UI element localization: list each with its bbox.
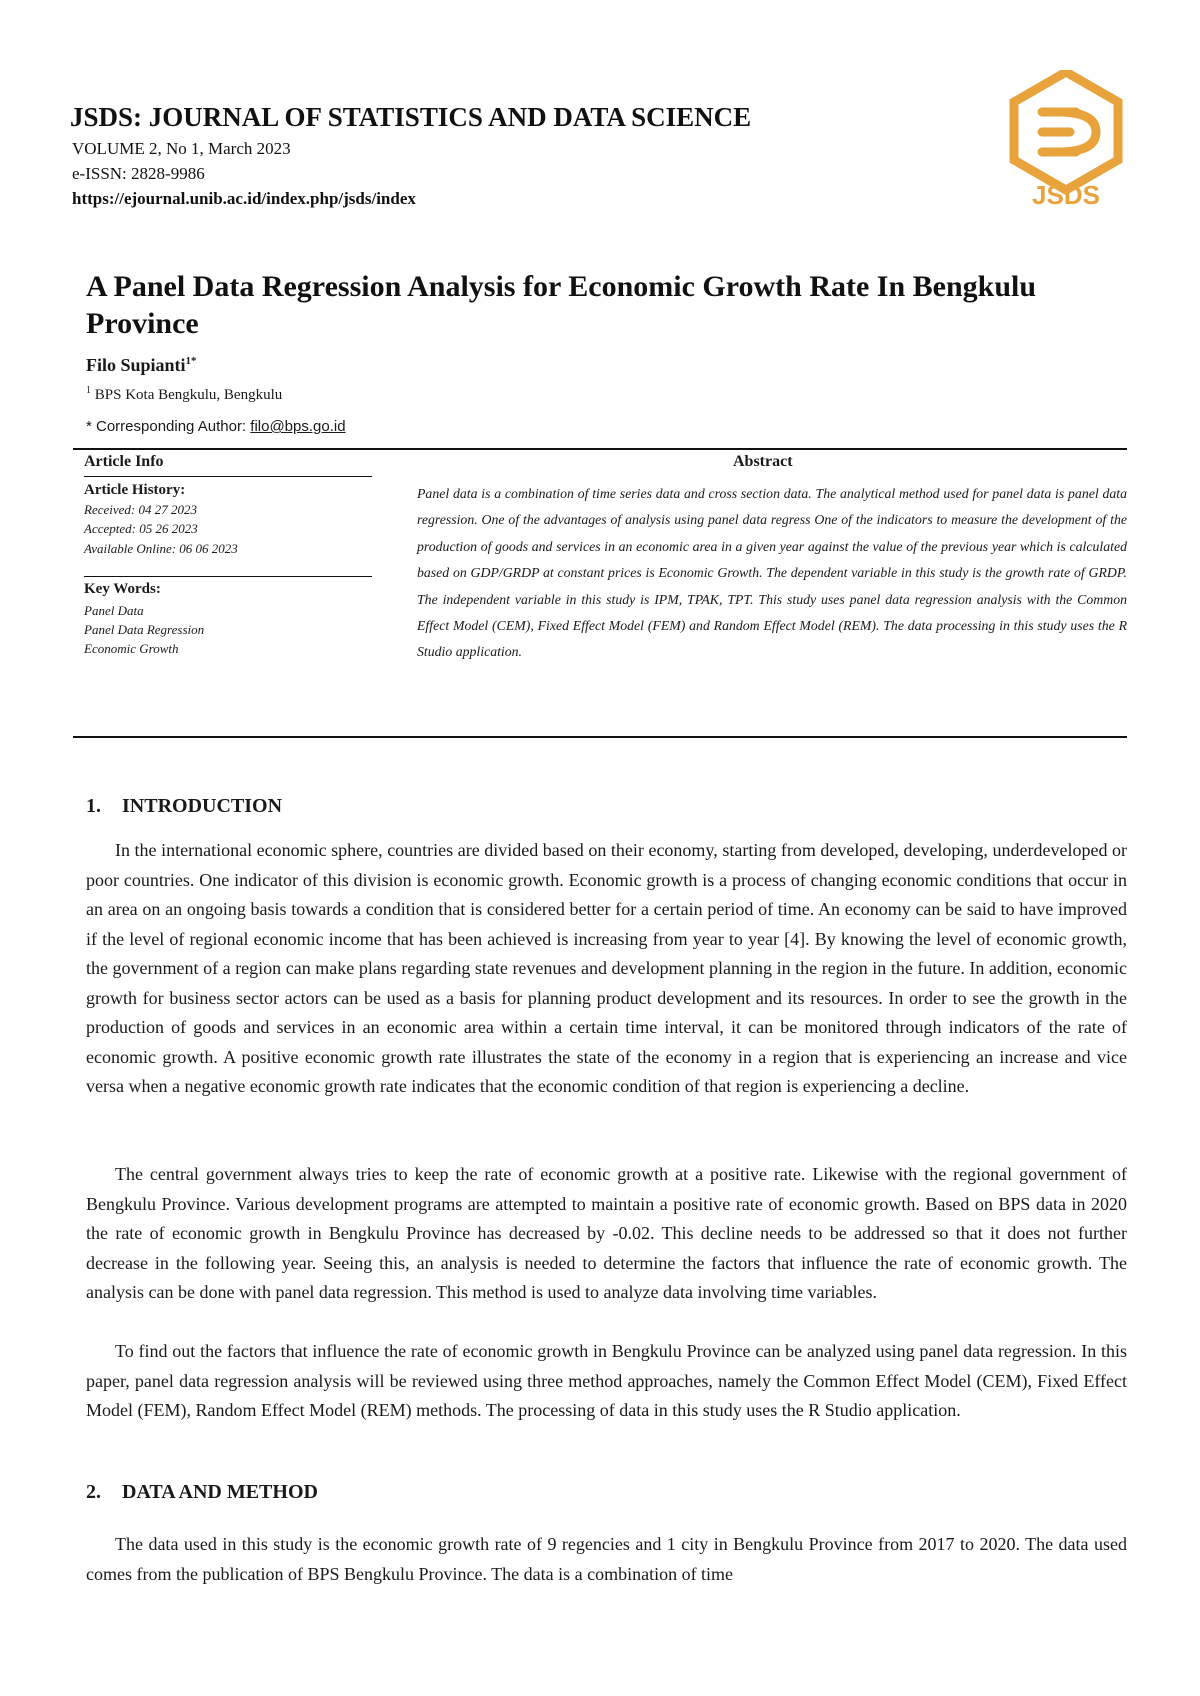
accepted-date: Accepted: 05 26 2023 bbox=[84, 521, 198, 536]
section-heading-intro bbox=[86, 795, 282, 818]
author-text: Filo Supianti bbox=[86, 355, 186, 375]
info-head-rule bbox=[84, 476, 372, 477]
paper-title: A Panel Data Regression Analysis for Economic Growth Rate In Bengkulu Province bbox=[86, 270, 1037, 340]
corresponding-author bbox=[86, 418, 346, 435]
intro-paragraph-1: In the international economic sphere, countries are divided based on their economy, starting from developed, developing, underdeveloped or poor countries. One indicator of this division is economic growth. Economic growth is a process of changing economic conditions that occur in an area on an ongoing basis towards a condition that is considered better for a certain period of time. An economy can be said to have improved if the level of regional economic income that has been achieved is increasing from year to year [4]. By knowing the level of economic growth, the government of a region can make plans regarding state revenues and development planning in the region in the future. In addition, economic growth for business sector actors can be used as a basis for planning product development and its resources. In order to see the growth in the production of goods and services in an economic area within a certain time interval, it can be monitored through indicators of the rate of economic growth. A positive economic growth rate illustrates the state of the economy in a region that is experiencing an increase and vice versa when a negative economic growth rate indicates that the economic condition of that region is experiencing a decline. bbox=[86, 840, 1127, 1096]
history-heading: Article History: bbox=[84, 482, 186, 498]
corresponding-email-link[interactable]: filo@bps.go.id bbox=[250, 418, 346, 435]
section-heading-method bbox=[86, 1481, 318, 1504]
info-top-rule bbox=[73, 448, 1127, 450]
journal-issn: e-ISSN: 2828-9986 bbox=[72, 164, 205, 183]
intro-paragraph-2: The central government always tries to keep the rate of economic growth at a positive rate. Likewise with the regional government of Bengkulu Province. Various development programs are attempted to maintain a positive rate of economic growth. Based on BPS data in 2020 the rate of economic growth in Bengkulu Province has decreased by -0.02. This decline needs to be addressed so that it does not further decrease in the following year. Seeing this, an analysis is needed to determine the factors that influence the rate of economic growth. The analysis can be done with panel data regression. This method is used to analyze data involving time variables. bbox=[86, 1164, 1127, 1302]
keywords-heading: Key Words: bbox=[84, 581, 161, 597]
article-info-heading: Article Info bbox=[84, 453, 164, 470]
section-title: DATA AND METHOD bbox=[122, 1481, 318, 1503]
keyword-item: Panel Data Regression bbox=[84, 622, 205, 637]
available-date: Available Online: 06 06 2023 bbox=[84, 541, 238, 556]
section-title: INTRODUCTION bbox=[122, 795, 283, 817]
history-rule bbox=[84, 576, 372, 577]
received-date: Received: 04 27 2023 bbox=[84, 502, 197, 517]
affiliation-sup: 1 bbox=[86, 385, 91, 396]
journal-url[interactable]: https://ejournal.unib.ac.id/index.php/jsds/index bbox=[72, 189, 416, 208]
corresponding-prefix: * Corresponding Author: bbox=[86, 418, 247, 435]
journal-title: JSDS: JOURNAL OF STATISTICS AND DATA SCIENCE bbox=[70, 102, 752, 132]
author-name bbox=[86, 355, 197, 376]
section-number: 1. bbox=[86, 795, 101, 817]
abstract-text: Panel data is a combination of time series data and cross section data. The analytical method used for panel data is panel data regression. One of the advantages of analysis using panel data regress One of the indicators to measure the development of the production of goods and services in an economic area in a given year against the value of the previous year which is calculated based on GDP/GRDP at constant prices is Economic Growth. The dependent variable in this study is the growth rate of GRDP. The independent variable in this study is IPM, TPAK, TPT. This study uses panel data regression analysis with the Common Effect Model (CEM), Fixed Effect Model (FEM) and Random Effect Model (REM). The data processing in this study uses the R Studio application. bbox=[417, 486, 1127, 660]
intro-paragraph-3: To find out the factors that influence the rate of economic growth in Bengkulu Province can be analyzed using panel data regression. In this paper, panel data regression analysis will be reviewed using three method approaches, namely the Common Effect Model (CEM), Fixed Effect Model (FEM), Random Effect Model (REM) methods. The processing of data in this study uses the R Studio application. bbox=[86, 1341, 1127, 1420]
affiliation-text: BPS Kota Bengkulu, Bengkulu bbox=[94, 387, 283, 403]
jsds-logo bbox=[1004, 70, 1128, 206]
abstract-heading: Abstract bbox=[733, 453, 793, 470]
abstract-bottom-rule bbox=[73, 736, 1127, 738]
journal-volume: VOLUME 2, No 1, March 2023 bbox=[72, 139, 291, 158]
author-sup: 1* bbox=[185, 355, 197, 367]
section-number: 2. bbox=[86, 1481, 101, 1503]
keyword-item: Economic Growth bbox=[84, 641, 179, 656]
method-paragraph-1: The data used in this study is the economic growth rate of 9 regencies and 1 city in Bengkulu Province from 2017 to 2020. The data used comes from the publication of BPS Bengkulu Province. The data is a combination of time bbox=[86, 1534, 1127, 1584]
logo-text: JSDS bbox=[1032, 180, 1100, 206]
affiliation bbox=[86, 385, 282, 404]
keyword-item: Panel Data bbox=[84, 603, 144, 618]
